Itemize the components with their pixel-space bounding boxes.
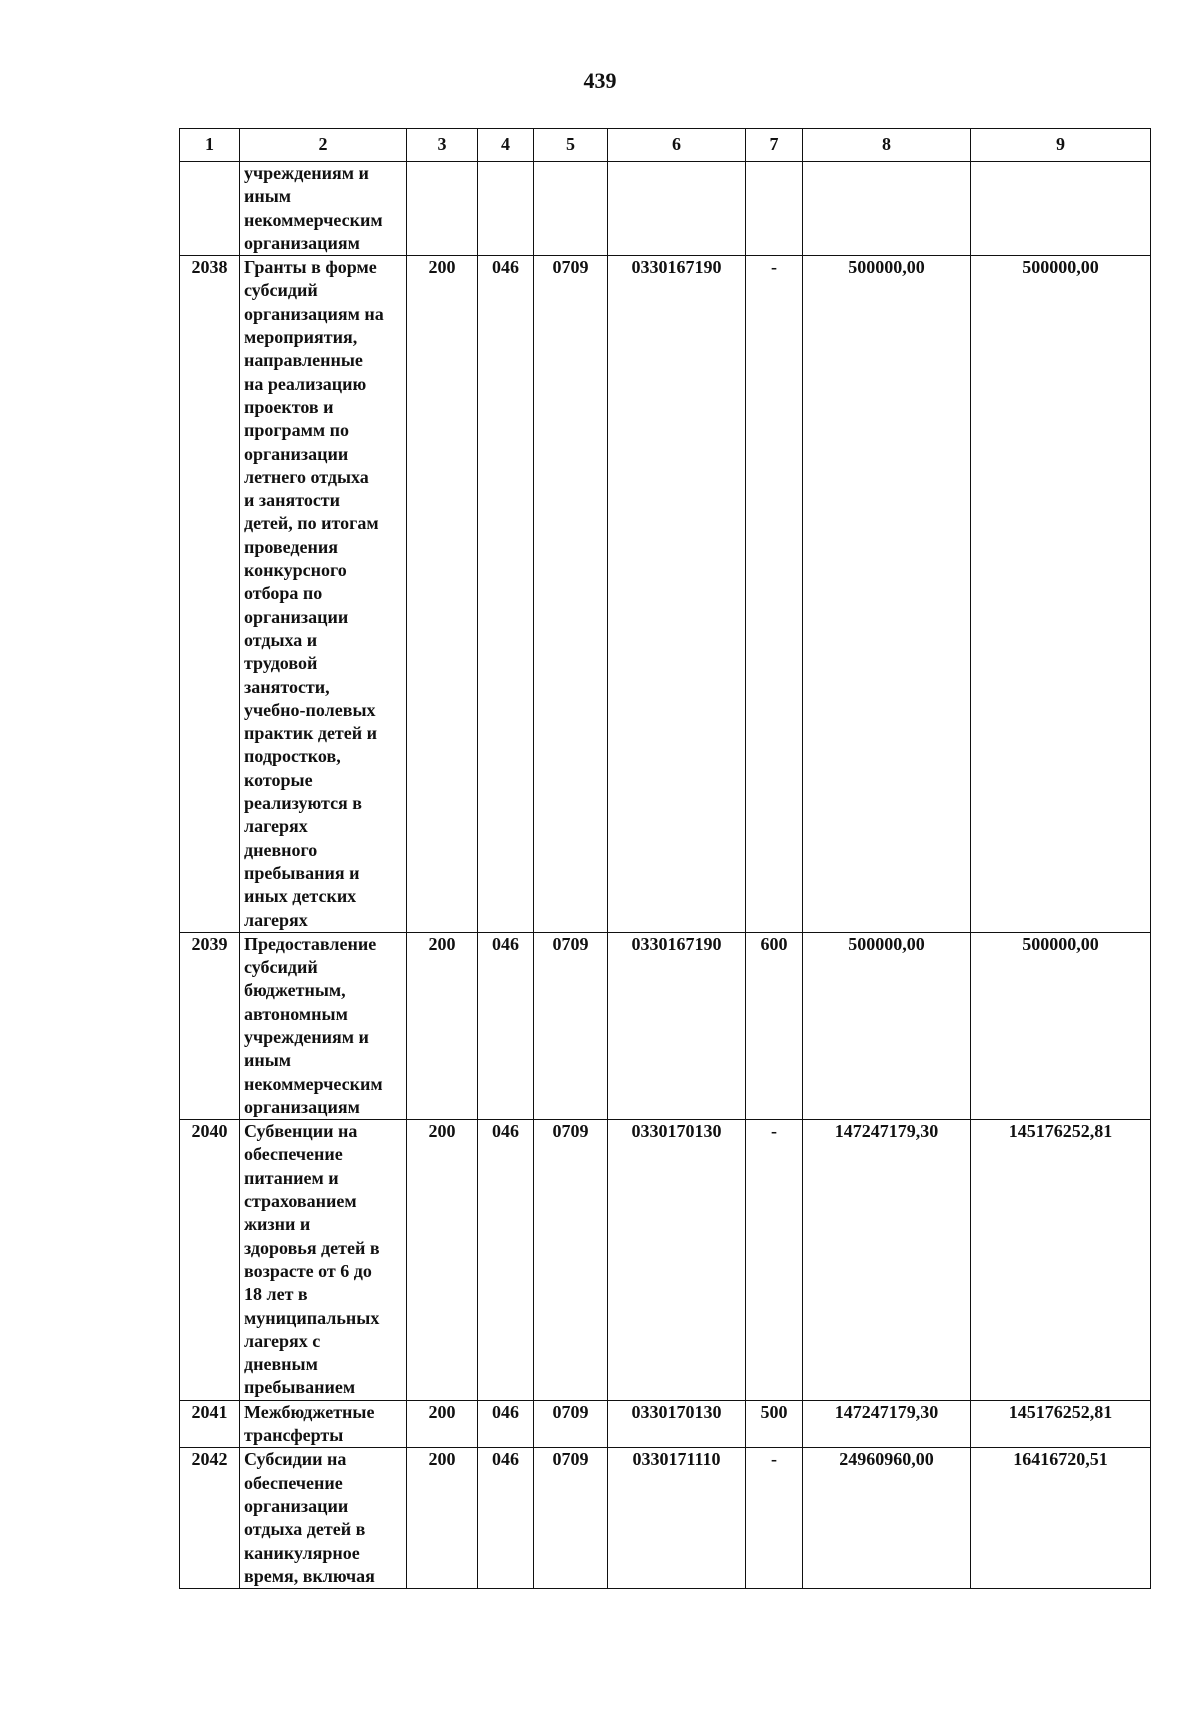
row-number [180,162,240,256]
row-col-8: 24960960,00 [803,1448,971,1589]
row-col-6 [608,162,746,256]
row-col-9: 500000,00 [971,256,1151,933]
row-col-9: 145176252,81 [971,1400,1151,1448]
row-number: 2042 [180,1448,240,1589]
row-name-text: Гранты в форме субсидий организациям на мероприятия, направленные на реализацию проектов и программ по организации летнего отдыха и занятости детей, по итогам проведения конкурсного отбора по организации отдыха и трудовой занятости, учебно-полевых практик детей и подростков, которые реализуются в лагерях дневного пребывания и иных детских лагерях [244,257,384,930]
header-col-9: 9 [971,129,1151,162]
row-name [240,1400,407,1448]
row-number: 2039 [180,932,240,1119]
row-name-text: Межбюджетные трансферты [244,1401,375,1446]
header-col-8: 8 [803,129,971,162]
table-row [180,1400,1151,1448]
row-col-9: 16416720,51 [971,1448,1151,1589]
row-col-7 [746,162,803,256]
row-col-8: 147247179,30 [803,1120,971,1401]
row-col-6: 0330170130 [608,1120,746,1401]
row-name [240,1448,407,1589]
table-row [180,932,1151,1119]
row-col-5: 0709 [534,932,608,1119]
table-row [180,1448,1151,1589]
row-col-6: 0330167190 [608,932,746,1119]
row-col-4: 046 [478,1400,534,1448]
row-col-4: 046 [478,256,534,933]
row-col-4: 046 [478,932,534,1119]
budget-table [179,128,1151,1589]
row-col-8: 500000,00 [803,256,971,933]
row-name [240,932,407,1119]
header-col-3: 3 [407,129,478,162]
row-col-4 [478,162,534,256]
row-name [240,162,407,256]
row-name-text: Субсидии на обеспечение организации отдыха детей в каникулярное время, включая [244,1449,375,1586]
row-col-6: 0330167190 [608,256,746,933]
row-col-3 [407,162,478,256]
row-col-8: 500000,00 [803,932,971,1119]
row-col-3: 200 [407,256,478,933]
header-row [180,129,1151,162]
row-col-9 [971,162,1151,256]
table-row [180,1120,1151,1401]
row-col-7: 500 [746,1400,803,1448]
header-col-7: 7 [746,129,803,162]
header-col-1: 1 [180,129,240,162]
row-col-5: 0709 [534,1120,608,1401]
page-number: 439 [583,68,617,93]
table-row [180,162,1151,256]
row-col-3: 200 [407,1400,478,1448]
row-col-5: 0709 [534,1400,608,1448]
row-col-3: 200 [407,1120,478,1401]
row-name [240,1120,407,1401]
header-col-6: 6 [608,129,746,162]
row-number: 2041 [180,1400,240,1448]
row-col-9: 145176252,81 [971,1120,1151,1401]
row-col-4: 046 [478,1120,534,1401]
row-col-7: - [746,1448,803,1589]
row-col-6: 0330170130 [608,1400,746,1448]
row-name-text: Субвенции на обеспечение питанием и страхованием жизни и здоровья детей в возрасте от 6 до 18 лет в муниципальных лагерях с дневным пребыванием [244,1121,380,1398]
row-col-6: 0330171110 [608,1448,746,1589]
row-col-3: 200 [407,1448,478,1589]
header-col-4: 4 [478,129,534,162]
row-col-9: 500000,00 [971,932,1151,1119]
row-col-5 [534,162,608,256]
row-col-4: 046 [478,1448,534,1589]
row-col-5: 0709 [534,256,608,933]
row-name-text: Предоставление субсидий бюджетным, автономным учреждениям и иным некоммерческим организациям [244,933,383,1117]
row-col-7: - [746,256,803,933]
row-col-7: - [746,1120,803,1401]
row-col-8 [803,162,971,256]
header-col-2: 2 [240,129,407,162]
row-col-7: 600 [746,932,803,1119]
row-number: 2040 [180,1120,240,1401]
row-col-8: 147247179,30 [803,1400,971,1448]
row-col-5: 0709 [534,1448,608,1589]
header-col-5: 5 [534,129,608,162]
row-number: 2038 [180,256,240,933]
row-col-3: 200 [407,932,478,1119]
row-name-text: учреждениям и иным некоммерческим организациям [244,163,383,253]
row-name [240,256,407,933]
table-row [180,256,1151,933]
